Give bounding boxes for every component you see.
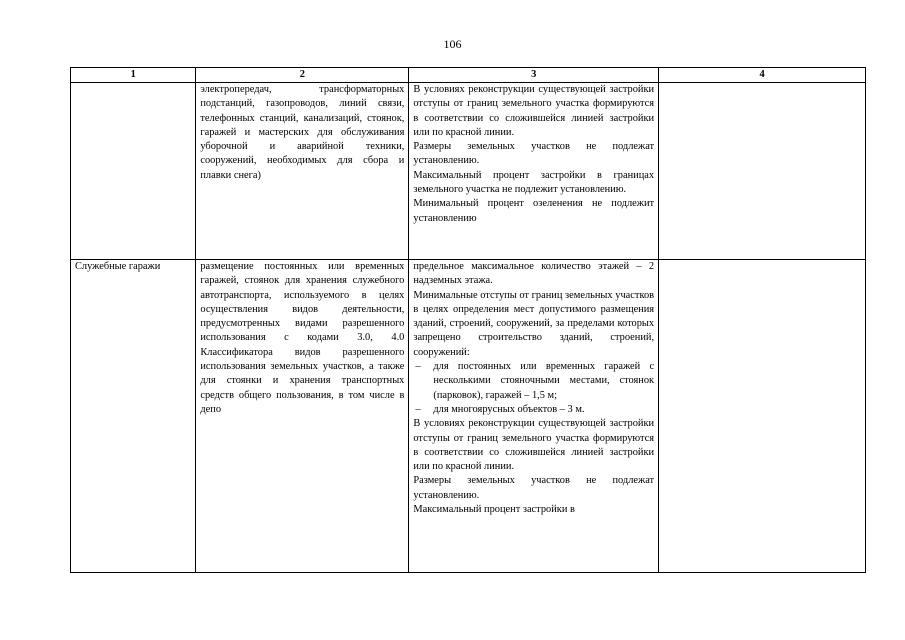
parameter-paragraph: Размеры земельных участков не подлежат установлению. [413,141,655,167]
regulations-table [70,67,866,573]
parameter-paragraph: Максимальный процент застройки в [413,504,575,516]
use-description-text: размещение постоянных или временных гаражей, стоянок для хранения служебного автотранспорта, используемого в целях осуществления видов деятельности, предусмотренных видами разрешенного использования с кодами 3.0, 4.0 Классификатора видов разрешенного использования земельных участков, а также для стоянки и хранения транспортных средств общего пользования, в том числе в депо [200,261,405,415]
cell-use-description [196,260,409,573]
parameter-paragraph: Размеры земельных участков не подлежат установлению. [413,475,655,501]
list-item: – для многоярусных объектов – 3 м. [413,403,654,417]
cell-use-description [196,83,409,260]
setback-list [413,360,654,417]
cell-parameters [409,260,659,573]
table-row [71,260,866,573]
list-item: – для постоянных или временных гаражей с несколькими стояночными местами, стоянок (парковок), гаражей – 1,5 м; [413,360,654,403]
parameter-paragraph: Минимальные отступы от границ земельных участков в целях определения мест допустимого размещения зданий, строений, сооружений, за пределами которых запрещено строительство зданий, строений, сооружений: [413,289,655,358]
parameter-paragraph: предельное максимальное количество этажей – 2 надземных этажа. [413,261,655,287]
cell-restrictions [659,83,866,260]
cell-restrictions [659,260,866,573]
table-row [71,83,866,260]
parameter-paragraph: Максимальный процент застройки в границах земельного участка не подлежит установлению. [413,169,655,196]
column-header-3: 3 [409,68,659,83]
parameter-paragraph: В условиях реконструкции существующей застройки отступы от границ земельного участка формируются в соответствии со сложившейся линией застройки или по красной линии. [413,418,655,473]
parameter-paragraph: В условиях реконструкции существующей застройки отступы от границ земельного участка формируются в соответствии со сложившейся линией застройки или по красной линии. [413,84,655,138]
parameter-paragraph: Минимальный процент озеленения не подлежит установлению [413,198,655,224]
cell-use-name [71,83,196,260]
column-header-2: 2 [196,68,409,83]
column-header-1: 1 [71,68,196,83]
table-header-row [71,68,866,83]
use-description-text: электропередач, трансформаторных подстанций, газопроводов, линий связи, телефонных станций, канализаций, стоянок, гаражей и мастерских для обслуживания уборочной и аварийной техники, сооружений, необходимых для сбора и плавки снега) [200,84,405,181]
page-number: 106 [443,37,462,51]
cell-use-name: Служебные гаражи [71,260,196,573]
column-header-4: 4 [659,68,866,83]
cell-parameters [409,83,659,260]
